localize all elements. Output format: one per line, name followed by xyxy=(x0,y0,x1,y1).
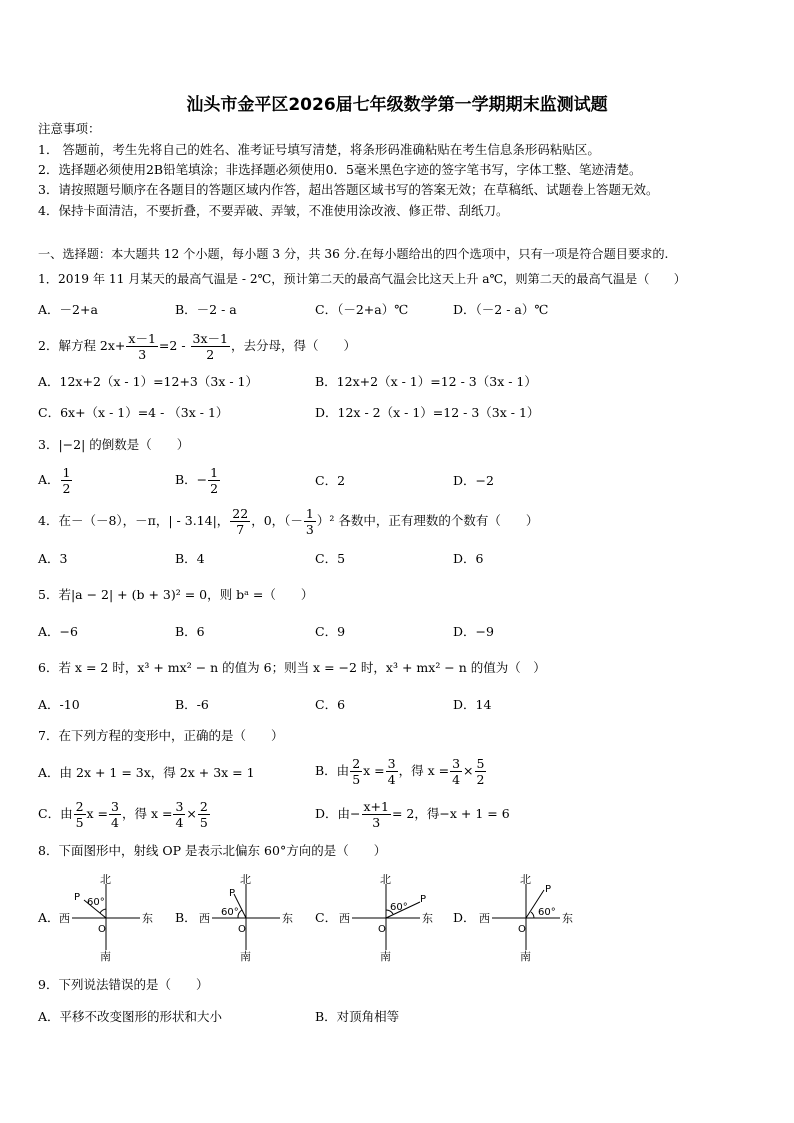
times-sign: × xyxy=(186,806,197,821)
denominator: 2 xyxy=(210,481,219,496)
q6-option-a[interactable]: A．-10 xyxy=(38,697,80,712)
notice-heading: 注意事项： xyxy=(38,121,101,136)
page-title: 汕头市金平区2026届七年级数学第一学期期末监测试题 xyxy=(186,95,608,115)
north-label: 北 xyxy=(520,873,531,886)
denominator: 2 xyxy=(62,481,71,496)
q2-stem-post: ，去分母，得（ ） xyxy=(231,338,357,353)
question-3-stem: 3．|−2| 的倒数是（ ） xyxy=(38,437,190,452)
q8-option-c[interactable]: C． xyxy=(315,910,338,925)
denominator: 4 xyxy=(452,772,461,787)
q5-option-d[interactable]: D．−9 xyxy=(453,624,494,639)
numerator: 2 xyxy=(75,799,84,814)
point-label: P xyxy=(420,894,427,905)
angle-label: 60° xyxy=(87,897,105,908)
numerator: 3 xyxy=(387,756,396,771)
q9-option-b[interactable]: B．对顶角相等 xyxy=(315,1009,400,1024)
fraction xyxy=(386,756,398,787)
q1-option-c[interactable]: C．（－2+a）℃ xyxy=(315,302,409,317)
q7-option-d[interactable] xyxy=(315,797,510,831)
denominator: 3 xyxy=(138,347,147,362)
q6-option-c[interactable]: C．6 xyxy=(315,697,346,712)
fraction xyxy=(475,756,487,787)
q2-option-a[interactable]: A．12x+2（x - 1）=12+3（3x - 1） xyxy=(38,374,259,389)
origin-label: O xyxy=(238,924,246,935)
angle-label: 60° xyxy=(221,907,239,918)
q2-option-c[interactable]: C．6x+（x - 1）=4 - （3x - 1） xyxy=(38,405,229,420)
numerator: x+1 xyxy=(363,799,389,814)
west-label: 西 xyxy=(339,912,350,925)
q6-option-b[interactable]: B．-6 xyxy=(175,697,209,712)
denominator: 3 xyxy=(305,522,314,537)
denominator: 5 xyxy=(352,772,361,787)
angle-label: 60° xyxy=(538,907,556,918)
fraction xyxy=(208,465,220,496)
q7-c-pre: C．由 xyxy=(38,806,73,821)
east-label: 东 xyxy=(142,912,153,925)
numerator: 1 xyxy=(210,465,219,480)
notice-item: 3．请按照题号顺序在各题目的答题区域内作答，超出答题区域书写的答案无效；在草稿纸、试题卷上答题无效。 xyxy=(38,182,659,197)
denominator: 2 xyxy=(476,772,485,787)
numerator: 2 xyxy=(199,799,208,814)
q5-option-c[interactable]: C．9 xyxy=(315,624,346,639)
q7-c-mid2: ，得 x = xyxy=(121,806,173,821)
east-label: 东 xyxy=(562,912,573,925)
denominator: 4 xyxy=(175,815,184,830)
q7-option-c[interactable] xyxy=(38,797,211,831)
fraction xyxy=(74,799,86,830)
fraction xyxy=(198,799,210,830)
q4-option-d[interactable]: D．6 xyxy=(453,551,484,566)
point-label: P xyxy=(74,892,81,903)
numerator: 1 xyxy=(62,465,71,480)
numerator: 3 xyxy=(111,799,119,814)
question-6-stem: 6．若 x = 2 时，x³ + mx² − n 的值为 6；则当 x = −2 时，x³ + mx² − n 的值为（ ） xyxy=(38,660,546,675)
point-label: P xyxy=(229,888,236,899)
west-label: 西 xyxy=(479,912,490,925)
fraction xyxy=(362,799,391,830)
denominator: 4 xyxy=(387,772,396,787)
origin-label: O xyxy=(378,924,386,935)
question-2-stem xyxy=(38,329,356,363)
q7-b-mid1: x = xyxy=(363,763,385,778)
question-8-stem: 8．下面图形中，射线 OP 是表示北偏东 60°方向的是（ ） xyxy=(38,843,387,858)
q7-d-pre: D．由− xyxy=(315,806,361,821)
question-9-stem: 9．下列说法错误的是（ ） xyxy=(38,977,209,992)
q2-fraction-2 xyxy=(191,331,230,362)
q1-option-d[interactable]: D．（－2 - a）℃ xyxy=(453,302,549,317)
notice-item: 2．选择题必须使用2B铅笔填涂；非选择题必须使用0．5毫米黑色字迹的签字笔书写，字体工整、笔迹清楚。 xyxy=(38,162,642,177)
q8-option-b[interactable]: B． xyxy=(175,910,197,925)
numerator: x－1 xyxy=(128,331,156,346)
q8-option-d[interactable]: D． xyxy=(453,910,476,925)
numerator: 3 xyxy=(175,799,184,814)
times-sign: × xyxy=(463,763,474,778)
numerator: 1 xyxy=(305,506,314,521)
north-label: 北 xyxy=(240,873,251,886)
q3-option-d[interactable]: D．−2 xyxy=(453,473,494,488)
q2-option-b[interactable]: B．12x+2（x - 1）=12 - 3（3x - 1） xyxy=(315,374,537,389)
q2-stem-mid: =2 - xyxy=(158,338,190,353)
q4-option-b[interactable]: B．4 xyxy=(175,551,205,566)
q4-stem-post: ）² 各数中，正有理数的个数有（ ） xyxy=(316,513,539,528)
q7-b-pre: B．由 xyxy=(315,763,350,778)
q4-stem-pre: 4．在－（－8），－π，| - 3.14|， xyxy=(38,513,230,528)
south-label: 南 xyxy=(380,950,391,963)
denominator: 7 xyxy=(236,522,245,537)
q4-stem-mid: ，0，（－ xyxy=(251,513,303,528)
west-label: 西 xyxy=(59,912,70,925)
numerator: 5 xyxy=(476,756,485,771)
q3-option-a[interactable] xyxy=(38,463,73,497)
origin-label: O xyxy=(98,924,106,935)
q3-b-label: B．− xyxy=(175,472,208,487)
denominator: 2 xyxy=(206,347,215,362)
south-label: 南 xyxy=(240,950,251,963)
notice-item: 4．保持卡面清洁，不要折叠，不要弄破、弄皱，不准使用涂改液、修正带、刮纸刀。 xyxy=(38,203,509,218)
q3-a-label: A． xyxy=(38,472,60,487)
fraction xyxy=(61,465,73,496)
numerator: 22 xyxy=(232,506,249,521)
fraction xyxy=(173,799,185,830)
south-label: 南 xyxy=(100,950,111,963)
q7-option-b[interactable] xyxy=(315,754,487,788)
q7-c-mid1: x = xyxy=(86,806,109,821)
numerator: 3 xyxy=(452,756,461,771)
q7-d-post: = 2，得−x + 1 = 6 xyxy=(391,806,510,821)
numerator: 3x－1 xyxy=(192,331,228,346)
q2-fraction-1 xyxy=(126,331,158,362)
q8-diagram-d xyxy=(476,872,586,964)
q1-option-b[interactable]: B．－2 - a xyxy=(175,302,237,317)
west-label: 西 xyxy=(199,912,210,925)
numerator: 2 xyxy=(352,756,361,771)
q3-option-c[interactable]: C．2 xyxy=(315,473,346,488)
q8-diagram-c xyxy=(336,872,446,964)
q3-option-b[interactable] xyxy=(175,463,221,497)
question-7-stem: 7．在下列方程的变形中，正确的是（ ） xyxy=(38,728,284,743)
q6-option-d[interactable]: D．14 xyxy=(453,697,492,712)
q4-option-c[interactable]: C．5 xyxy=(315,551,346,566)
angle-label: 60° xyxy=(390,902,408,913)
q8-diagram-b xyxy=(196,872,306,964)
fraction xyxy=(450,756,462,787)
notice-item: 1． 答题前，考生先将自己的姓名、准考证号填写清楚，将条形码准确粘贴在考生信息条形码粘贴区。 xyxy=(38,142,600,157)
denominator: 5 xyxy=(199,815,208,830)
q5-option-b[interactable]: B．6 xyxy=(175,624,205,639)
question-4-stem xyxy=(38,504,538,538)
question-1-stem: 1．2019 年 11 月某天的最高气温是 - 2℃，预计第二天的最高气温会比这天上升 a℃，则第二天的最高气温是（ ） xyxy=(38,272,686,286)
q9-option-a[interactable]: A．平移不改变图形的形状和大小 xyxy=(38,1009,223,1024)
q4-fraction-1 xyxy=(230,506,250,537)
q5-option-a[interactable]: A．−6 xyxy=(38,624,78,639)
q8-diagram-a xyxy=(56,872,166,964)
q2-stem-pre: 2．解方程 2x+ xyxy=(38,338,126,353)
q2-option-d[interactable]: D．12x - 2（x - 1）=12 - 3（3x - 1） xyxy=(315,405,540,420)
question-5-stem: 5．若|a − 2| + (b + 3)² = 0，则 bᵃ =（ ） xyxy=(38,587,314,602)
denominator: 4 xyxy=(111,815,119,830)
fraction xyxy=(109,799,121,830)
north-label: 北 xyxy=(380,873,391,886)
q7-option-a[interactable]: A．由 2x + 1 = 3x，得 2x + 3x = 1 xyxy=(38,765,255,780)
east-label: 东 xyxy=(422,912,433,925)
q4-option-a[interactable]: A．3 xyxy=(38,551,68,566)
south-label: 南 xyxy=(520,950,531,963)
point-label: P xyxy=(545,884,552,895)
fraction xyxy=(350,756,362,787)
origin-label: O xyxy=(518,924,526,935)
q1-option-a[interactable]: A．－2+a xyxy=(38,302,98,317)
denominator: 5 xyxy=(75,815,84,830)
q8-option-a[interactable]: A． xyxy=(38,910,60,925)
east-label: 东 xyxy=(282,912,293,925)
denominator: 3 xyxy=(372,815,381,830)
q7-b-mid2: ，得 x = xyxy=(398,763,450,778)
section-heading: 一、选择题：本大题共 12 个小题，每小题 3 分，共 36 分.在每小题给出的四个选项中，只有一项是符合题目要求的. xyxy=(38,247,669,261)
q4-fraction-2 xyxy=(304,506,316,537)
north-label: 北 xyxy=(100,873,111,886)
